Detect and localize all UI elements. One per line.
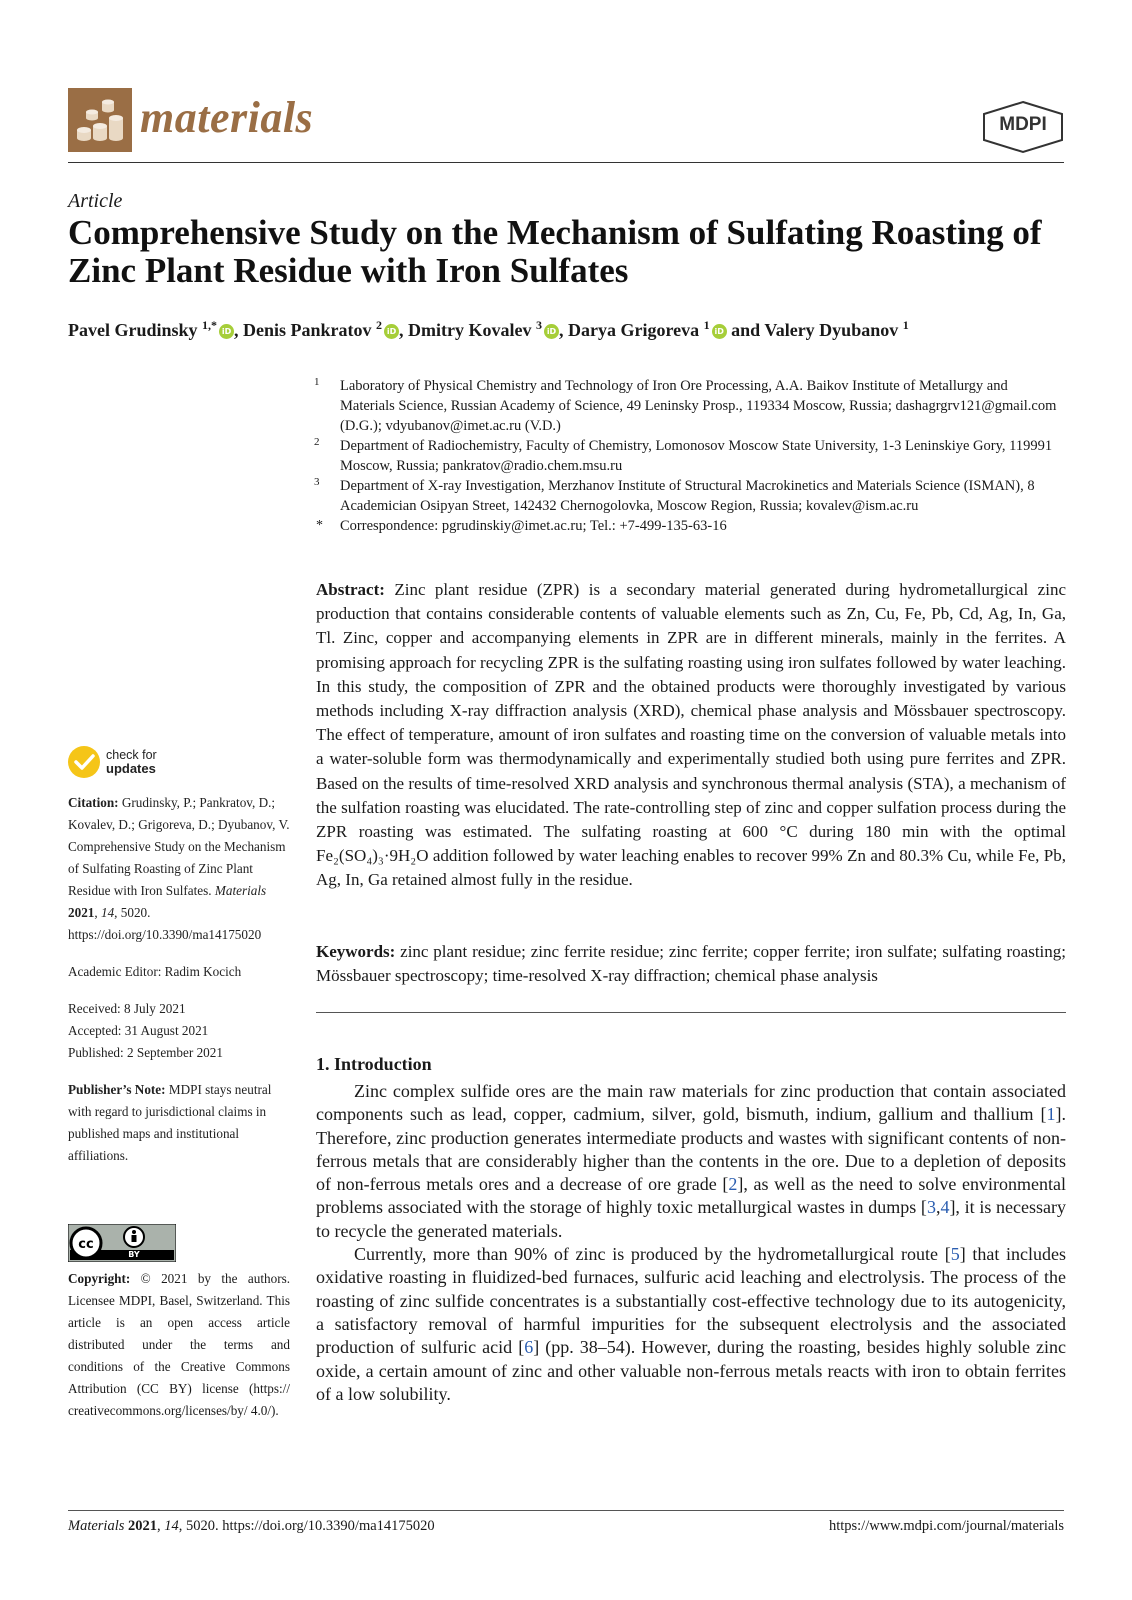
- publisher-note-label: Publisher’s Note:: [68, 1082, 166, 1097]
- author-separator: ,: [399, 320, 409, 340]
- author-affiliation-mark: 1: [902, 318, 909, 332]
- sidebar: [68, 792, 290, 1182]
- publisher-logo: [980, 100, 1066, 154]
- affiliation: [314, 516, 1064, 536]
- date-published: Published: 2 September 2021: [68, 1045, 223, 1060]
- footer-citation: Materials 2021, 14, 5020. https://doi.org/10.3390/ma14175020: [68, 1518, 435, 1534]
- reference-link[interactable]: 1: [1046, 1104, 1056, 1125]
- author-name: Pavel Grudinsky: [68, 320, 198, 340]
- journal-name: materials: [140, 93, 314, 142]
- reference-link[interactable]: 6: [524, 1337, 534, 1358]
- date-accepted: Accepted: 31 August 2021: [68, 1023, 209, 1038]
- check-updates-icon: [68, 746, 100, 778]
- affiliation-mark: 2: [314, 436, 320, 448]
- orcid-icon[interactable]: iD: [384, 324, 399, 339]
- paragraph-text: ], it is necessary to recycle the generated materials.: [316, 1197, 1066, 1241]
- author-separator: ,: [234, 320, 244, 340]
- author-affiliation-mark: 1,*: [202, 318, 218, 332]
- paragraph-text: ] that includes oxidative roasting in fluidized-bed furnaces, sulfuric acid leaching and electrolysis. The process of the roasting of zinc sulfide concentrates is a substantially cost-effective technology due to its autogenicity, a satisfactory removal of harmful impurities for the subsequent electrolysis and the associated production of sulfuric acid [: [316, 1244, 1066, 1358]
- affiliation-text: Department of X-ray Investigation, Merzhanov Institute of Structural Macrokinetics and Materials Science (ISMAN), 8 Academician Osipyan Street, 142432 Chernogolovka, Moscow Region, Russia; kovalev@ism.ac.ru: [340, 478, 1035, 514]
- affiliation-mark: *: [316, 518, 323, 533]
- citation: Citation: Grudinsky, P.; Pankratov, D.; Kovalev, D.; Grigoreva, D.; Dyubanov, V. Comprehensive Study on the Mechanism of Sulfating Roasting of Zinc Plant Residue with Iron Sulfates. Materials 2021, 14, 5020. https://doi.org/10.3390/ma14175020: [68, 795, 290, 942]
- footer-rule: [68, 1510, 1064, 1511]
- affiliation-mark: 1: [314, 376, 320, 388]
- reference-link[interactable]: 3: [926, 1197, 936, 1218]
- check-updates-line2: updates: [106, 761, 156, 776]
- copyright: [68, 1268, 290, 1422]
- footer-doi[interactable]: , 5020. https://doi.org/10.3390/ma14175020: [178, 1518, 435, 1534]
- affiliation-text: Correspondence: pgrudinskiy@imet.ac.ru; Tel.: +7-499-135-63-16: [340, 518, 727, 534]
- publisher-note-text: MDPI stays neutral with regard to jurisdictional claims in published maps and institutional affiliations.: [68, 1082, 272, 1163]
- reference-link[interactable]: 5: [950, 1244, 960, 1265]
- citation-label: Citation:: [68, 795, 119, 810]
- affiliations: [314, 376, 1064, 536]
- keywords: [316, 940, 1066, 988]
- affiliation: [314, 436, 1064, 476]
- section-heading: 1. Introduction: [316, 1054, 432, 1074]
- svg-text:cc: cc: [78, 1237, 94, 1252]
- affiliation-mark: 3: [314, 476, 320, 488]
- affiliation-text: Laboratory of Physical Chemistry and Technology of Iron Ore Processing, A.A. Baikov Institute of Metallurgy and Materials Science, Russian Academy of Science, 49 Leninsky Prosp., 119334 Moscow, Russia; dashagrgrv121@gmail.com (D.G.); vdyubanov@imet.ac.ru (V.D.): [340, 378, 1057, 434]
- footer-journal-url[interactable]: https://www.mdpi.com/journal/materials: [828, 1518, 1064, 1534]
- article-type: Article: [68, 190, 123, 212]
- orcid-icon[interactable]: iD: [544, 324, 559, 339]
- citation-doi[interactable]: , 5020. https://doi.org/10.3390/ma14175020: [68, 905, 262, 942]
- footer-year: 2021: [128, 1518, 158, 1534]
- copyright-label: Copyright:: [68, 1271, 131, 1286]
- paragraph-text: Zinc complex sulfide ores are the main raw materials for zinc production that contain associated components such as lead, copper, cadmium, silver, gold, bismuth, indium, gallium and thallium [: [316, 1081, 1066, 1125]
- citation-year: 2021: [68, 905, 95, 920]
- author-name: Darya Grigoreva: [568, 320, 700, 340]
- keywords-text: zinc plant residue; zinc ferrite residue; zinc ferrite; copper ferrite; iron sulfate; sulfating roasting; Mössbauer spectroscopy; time-resolved X-ray diffraction; chemical phase analysis: [316, 942, 1067, 986]
- author-separator: and: [726, 320, 765, 340]
- orcid-icon[interactable]: iD: [712, 324, 727, 339]
- paragraph-text: ], as well as the need to solve environmental problems associated with the storage of highly toxic metallurgical wastes in dumps [: [316, 1174, 1066, 1218]
- affiliation-text: Department of Radiochemistry, Faculty of Chemistry, Lomonosov Moscow State University, 1-3 Leninskiye Gory, 119991 Moscow, Russia; pankratov@radio.chem.msu.ru: [340, 438, 1053, 474]
- abstract: [316, 578, 1066, 893]
- author-affiliation-mark: 3: [536, 318, 543, 332]
- paragraph-text: Currently, more than 90% of zinc is produced by the hydrometallurgical route [: [354, 1244, 951, 1265]
- dates: [68, 998, 290, 1064]
- paragraph: [316, 1243, 1066, 1406]
- section-divider: [316, 1012, 1066, 1013]
- cc-by-label: BY: [128, 1250, 140, 1259]
- author-affiliation-mark: 1: [703, 318, 710, 332]
- citation-journal: Materials: [214, 883, 267, 898]
- keywords-label: Keywords:: [316, 942, 396, 961]
- cc-by-license-badge[interactable]: [68, 1224, 176, 1262]
- author-name: Valery Dyubanov: [764, 320, 899, 340]
- footer-journal: Materials: [68, 1518, 125, 1534]
- author-name: Dmitry Kovalev: [408, 320, 532, 340]
- author-separator: ,: [559, 320, 569, 340]
- abstract-formula: Fe₂(SO₄)₃·9H₂O: [316, 846, 429, 866]
- footer-volume: 14: [164, 1518, 179, 1534]
- author-affiliation-mark: 2: [376, 318, 383, 332]
- publisher-logo-text: MDPI: [999, 114, 1047, 135]
- orcid-icon[interactable]: iD: [219, 324, 234, 339]
- reference-link[interactable]: 2: [728, 1174, 738, 1195]
- affiliation: [314, 476, 1064, 516]
- copyright-text: © 2021 by the authors. Licensee MDPI, Basel, Switzerland. This article is an open access article distributed under the terms and conditions of the Creative Commons Attribution (CC BY) license (https:// creativecommons.org/licenses/by/ 4.0/).: [68, 1271, 291, 1418]
- date-received: Received: 8 July 2021: [68, 1001, 186, 1016]
- article-title: Comprehensive Study on the Mechanism of Sulfating Roasting of Zinc Plant Residue with Iron Sulfates: [68, 213, 1042, 290]
- author-list: [68, 318, 909, 341]
- academic-editor: Academic Editor: Radim Kocich: [68, 964, 242, 979]
- header-rule: [68, 162, 1064, 163]
- paragraph-text: ] (pp. 38–54). However, during the roasting, besides highly soluble zinc oxide, a certain amount of zinc and other valuable non-ferrous metals reacts with iron to obtain ferrites of a low solubility.: [316, 1337, 1066, 1404]
- affiliation: [314, 376, 1064, 436]
- citation-volume: 14: [100, 905, 115, 920]
- citation-text: Grudinsky, P.; Pankratov, D.; Kovalev, D.; Grigoreva, D.; Dyubanov, V. Comprehensive Study on the Mechanism of Sulfating Roasting of Zinc Plant Residue with Iron Sulfates.: [68, 795, 290, 898]
- journal-logo: [68, 88, 132, 152]
- publisher-note: [68, 1079, 290, 1167]
- abstract-text-cont: addition followed by water leaching enables to recover 99% Zn and 80.3% Cu, while Fe, Pb, Ag, In, Ga retained almost fully in the residue.: [316, 846, 1067, 890]
- author-name: Denis Pankratov: [243, 320, 372, 340]
- paragraph: [316, 1080, 1066, 1243]
- abstract-label: Abstract:: [316, 580, 385, 599]
- reference-link[interactable]: 4: [940, 1197, 950, 1218]
- check-for-updates-button[interactable]: [68, 746, 208, 782]
- paragraph-text: ]. Therefore, zinc production generates intermediate products and wastes with significant contents of non-ferrous metals that are considerably higher than the contents in the ore. Due to a depletion of deposits of non-ferrous metals ores and a decrease of ore grade [: [316, 1104, 1066, 1195]
- introduction-body: [316, 1080, 1066, 1406]
- paragraph-text: ,: [935, 1197, 941, 1218]
- check-updates-line1: check for: [106, 748, 157, 762]
- abstract-text: Zinc plant residue (ZPR) is a secondary material generated during hydrometallurgical zinc production that contains considerable contents of valuable elements such as Zn, Cu, Fe, Pb, Cd, Ag, In, Ga, Tl. Zinc, copper and accompanying elements in ZPR are in different minerals, mainly in the ferrites. A promising approach for recycling ZPR is the sulfating roasting using iron sulfates followed by water leaching. In this study, the composition of ZPR and the obtained products were thoroughly investigated by various methods including X-ray diffraction analysis (XRD), chemical phase analysis and Mössbauer spectroscopy. The effect of temperature, amount of iron sulfates and roasting time on the conversion of valuable metals into a water-soluble form was thermodynamically and experimentally studied both using pure ferrites and ZPR. Based on the results of time-resolved XRD analysis and synchronous thermal analysis (STA), a mechanism of the sulfation roasting was elucidated. The rate-controlling step of zinc and copper sulfation process during the ZPR roasting was estimated. The sulfating roasting at 600 °C during 180 min with the optimal: [316, 580, 1066, 842]
